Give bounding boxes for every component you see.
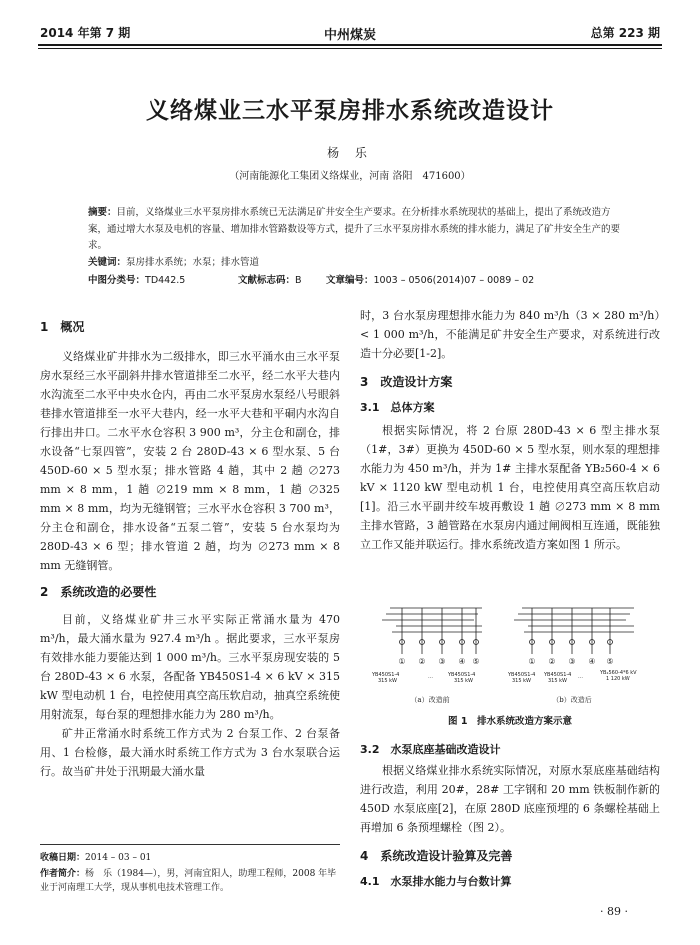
pump-2-label: ② [418, 657, 426, 666]
page-number: · 89 · [600, 905, 628, 918]
motor-b1: YB450S1-4 [508, 672, 536, 678]
doc-label: 文献标志码： [238, 275, 296, 286]
clc-value: TD442.5 [145, 275, 186, 286]
document-code [238, 272, 302, 286]
received-value: 2014 – 03 – 01 [85, 853, 152, 863]
section-1-paragraph: 义络煤业矿井排水为二级排水，即三水平涌水由三水平泵房水泵经三水平副斜井排水管道排至二水平，经二水平大巷内水沟流至二水平中央水仓内，再由二水平泵房水泵经八号眼斜巷排水管道排至一水平大巷内，经一水平大巷和平硐内水沟自行排出井口。二水平水仓容积 3 900 m³，分主仓和副仓，排水设备“七泵四管”，安装 2 台 280D-43 × 6 型水泵、5 台 450D-60 × 5 型水泵；排水管路 4 趟，其中 2 趟 ∅273 mm × 8 mm，1 趟 ∅219 mm × 8 mm，1 趟 ∅325 mm × 8 mm，均为无缝钢管；三水平水仓容积 3 700 m³，分主仓和副仓，排水设备“五泵二管”，安装 5 台水泵均为 280D-43 × 6 型；排水管道 2 趟，均为 ∅273 mm × 8 mm 无缝钢管。 [40, 350, 340, 572]
pump-1-label: ① [398, 657, 406, 666]
header-journal: 中州煤炭 [323, 28, 376, 43]
motor-a2: YB450S1-4 [448, 672, 476, 678]
keywords-text: 泵房排水系统；水泵；排水管道 [126, 257, 260, 268]
pump-2-label-after: ② [548, 657, 556, 666]
pump-3-label: ③ [438, 657, 446, 666]
received-date [40, 851, 340, 865]
article-value: 1003 – 0506(2014)07 – 0089 – 02 [373, 275, 535, 286]
section-3-heading: 3 改造设计方案 [360, 375, 453, 389]
bio-text: 杨 乐（1984—），男，河南宜阳人，助理工程师，2008 年毕业于河南理工大学，现从事机电技术管理工作。 [40, 869, 337, 893]
right-column-upper [360, 306, 660, 554]
pump-5-label-after: ⑤ [606, 657, 614, 666]
motor-b2: YB450S1-4 [544, 672, 572, 678]
keywords [88, 255, 628, 272]
right-column-lower [360, 740, 660, 891]
abstract-label: 摘要： [88, 207, 117, 218]
section-2-paragraph-2: 矿井正常涌水时系统工作方式为 2 台泵工作、2 台泵备用、1 台检修，最大涌水时系统工作方式为 3 台水泵联合运行。故当矿井处于汛期最大涌水量 [40, 727, 340, 778]
continued-paragraph: 时，3 台水泵房理想排水能力为 840 m³/h（3 × 280 m³/h）< 1 000 m³/h，不能满足矿井安全生产要求，对系统进行改造十分必要[1-2]。 [360, 309, 660, 360]
dots-b: … [578, 674, 583, 680]
section-3-1-paragraph: 根据实际情况，将 2 台原 280D-43 × 6 型主排水泵（1#，3#）更换为 450D-60 × 5 型水泵，则水泵的理想排水能力为 450 m³/h，并为 1# 主排水泵配备 YB₂560-4 × 6 kV × 1120 kW 型电动机 1 台，电控使用真空高压软启动[1]。沿三水平副井绞车坡再敷设 1 趟 ∅273 mm × 8 mm 主排水管路，3 趟管路在水泵房内通过闸阀相互连通，既能独立工作又能并联运行。排水系统改造方案如图 1 所示。 [360, 424, 660, 551]
motor-a1: YB450S1-4 [372, 672, 400, 678]
article-label: 文章编号： [326, 275, 374, 286]
pump-4-label-after: ④ [588, 657, 596, 666]
pump-4-label: ④ [458, 657, 466, 666]
subcaption-before: （a）改造前 [410, 696, 450, 704]
section-2-paragraph-1: 目前，义络煤业矿井三水平实际正常涌水量为 470 m³/h，最大涌水量为 927.4 m³/h 。据此要求，三水平泵房有效排水能力要能达到 1 000 m³/h。三水平泵房现安装的 5 台 280D-43 × 6 水泵，各配备 YB450S1-4 × 6 kV × 315 kW 型电动机 1 台，电控使用真空高压软启动，抽真空系统使用射流泵，每台泵的理想排水能力为 280 m³/h。 [40, 613, 340, 721]
motor-b2-kw: 315 kW [548, 678, 567, 684]
motor-b3-kw: 1 120 kW [606, 676, 630, 682]
footnote-rule [40, 844, 340, 845]
header-rule [38, 44, 662, 46]
motor-b3: YB₂560-4*6 kV [600, 670, 637, 676]
section-4-1-heading: 4.1 水泵排水能力与台数计算 [360, 875, 512, 888]
dots-a: … [428, 674, 433, 680]
header-total-issue: 总第 223 期 [590, 26, 660, 40]
section-3-2-paragraph: 根据义络煤业排水系统实际情况，对原水泵底座基础结构进行改造，利用 20#，28# 工字钢和 20 mm 铁板制作新的 450D 水泵底座[2]，在原 280D 底座预埋的 6 条螺栓基础上再增加 6 条预埋螺栓（图 2）。 [360, 764, 660, 834]
author-affiliation: （河南能源化工集团义络煤业，河南 洛阳 471600） [229, 171, 471, 182]
article-number [326, 272, 534, 286]
abstract-text: 目前，义络煤业三水平泵房排水系统已无法满足矿井安全生产要求。在分析排水系统现状的基础上，提出了系统改造方案，通过增大水泵及电机的容量、增加排水管路数设等方式，提升了三水平泵房排水系统的排水能力，满足了矿井安全生产的要求。 [88, 207, 621, 251]
motor-b1-kw: 315 kW [512, 678, 531, 684]
pump-5-label: ⑤ [472, 657, 480, 666]
bio-label: 作者简介： [40, 869, 86, 879]
figure-1-diagram [372, 598, 652, 710]
author-name: 杨 乐 [327, 146, 373, 160]
subcaption-after: （b）改造后 [552, 696, 592, 704]
received-label: 收稿日期： [40, 853, 86, 863]
section-3-1-heading: 3.1 总体方案 [360, 401, 435, 414]
motor-a2-kw: 315 kW [454, 678, 473, 684]
doc-value: B [295, 275, 302, 286]
left-column [40, 318, 340, 781]
figure-1-caption: 图 1 排水系统改造方案示意 [448, 716, 572, 727]
author-bio [40, 867, 340, 895]
abstract [88, 205, 628, 255]
section-1-heading: 1 概况 [40, 320, 85, 334]
section-4-heading: 4 系统改造设计验算及完善 [360, 849, 513, 863]
section-2-heading: 2 系统改造的必要性 [40, 585, 157, 599]
article-title: 义络煤业三水平泵房排水系统改造设计 [146, 98, 554, 124]
clc-number [88, 272, 185, 286]
header-issue: 2014 年第 7 期 [40, 26, 131, 40]
clc-label: 中图分类号： [88, 275, 146, 286]
pump-1-label-after: ① [528, 657, 536, 666]
section-3-2-heading: 3.2 水泵底座基础改造设计 [360, 743, 501, 756]
pump-3-label-after: ③ [568, 657, 576, 666]
header-rule-thin [38, 48, 662, 49]
keywords-label: 关键词： [88, 257, 127, 268]
pipes-before [382, 608, 482, 620]
motor-a1-kw: 315 kW [378, 678, 397, 684]
